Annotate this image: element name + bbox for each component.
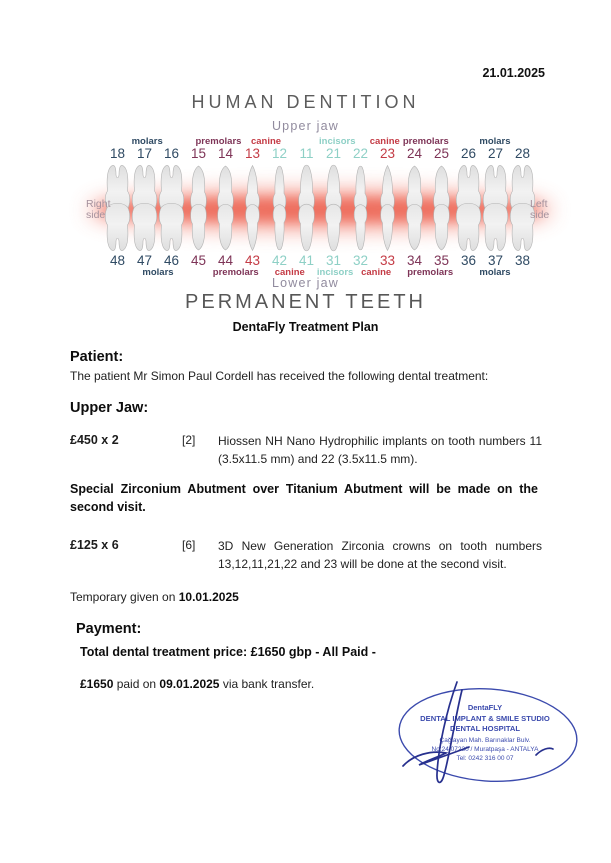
temporary-date: 10.01.2025 <box>178 590 239 604</box>
stamp-line: Tel: 0242 316 00 07 <box>456 755 514 762</box>
tooth-number: 26 <box>460 146 477 161</box>
tooth-group-label: canine <box>274 267 305 278</box>
treatment-quantity: [6] <box>182 538 196 552</box>
tooth-group-label: premolars <box>212 267 259 278</box>
treatment-description: Hiossen NH Nano Hydrophilic implants on tooth numbers 11 (3.5x11.5 mm) and 22 (3.5x11.5 mm). <box>218 434 542 466</box>
tooth-number: 44 <box>217 253 234 268</box>
teeth-svg <box>104 163 536 253</box>
paid-mid: paid on <box>113 677 160 691</box>
stamp-line: DentaFLY <box>467 703 503 712</box>
dentition-title: HUMAN DENTITION <box>191 92 420 112</box>
tooth-group-labels-upper <box>104 136 536 146</box>
lower-jaw-label: Lower jaw <box>271 276 340 290</box>
dentition-diagram <box>104 136 536 278</box>
teeth-illustration <box>104 163 536 253</box>
tooth-number: 33 <box>379 253 396 268</box>
temporary-prefix: Temporary given on <box>70 590 179 604</box>
paid-date: 09.01.2025 <box>159 677 220 691</box>
tooth-group-label: incisors <box>316 267 354 278</box>
tooth-number: 21 <box>325 146 342 161</box>
tooth-numbers-upper <box>104 146 536 161</box>
tooth-group-label: incisors <box>319 136 356 147</box>
clinic-stamp <box>393 676 583 811</box>
tooth-group-label: canine <box>361 267 392 278</box>
left-side-label: Left side <box>530 198 550 221</box>
treatment-quantity: [2] <box>182 433 196 447</box>
tooth-shape <box>299 204 315 251</box>
permanent-teeth-title: PERMANENT TEETH <box>185 291 426 313</box>
tooth-number: 47 <box>136 253 153 268</box>
tooth-shape <box>407 204 423 250</box>
tooth-number: 25 <box>433 146 450 161</box>
tooth-shape <box>483 203 508 250</box>
stamp-line: DENTAL IMPLANT & SMILE STUDIO <box>420 714 550 723</box>
tooth-number: 15 <box>190 146 207 161</box>
tooth-number: 46 <box>163 253 180 268</box>
document-date: 21.01.2025 <box>482 66 545 80</box>
paid-suffix: via bank transfer. <box>219 677 315 691</box>
tooth-number: 27 <box>487 146 504 161</box>
payment-heading: Payment: <box>76 621 142 637</box>
tooth-number: 23 <box>379 146 396 161</box>
payment-paid-line <box>80 677 314 691</box>
treatment-price: £450 x 2 <box>70 433 119 447</box>
tooth-number: 34 <box>406 253 423 268</box>
tooth-number: 28 <box>514 146 531 161</box>
tooth-numbers-lower <box>104 253 536 268</box>
tooth-shape <box>191 204 207 250</box>
tooth-number: 31 <box>325 253 342 268</box>
tooth-group-label: molars <box>479 267 511 278</box>
upper-jaw-heading: Upper Jaw: <box>70 400 149 416</box>
stamp-line: DENTAL HOSPITAL <box>449 724 521 733</box>
treatment-plan-title: DentaFly Treatment Plan <box>232 320 379 334</box>
tooth-number: 18 <box>109 146 126 161</box>
tooth-group-label: canine <box>369 136 400 147</box>
upper-jaw-label: Upper jaw <box>271 119 340 133</box>
tooth-number: 38 <box>514 253 531 268</box>
tooth-number: 37 <box>487 253 504 268</box>
treatment-description: 3D New Generation Zirconia crowns on tooth numbers 13,12,11,21,22 and 23 will be done at the second visit. <box>218 539 542 571</box>
patient-text: The patient Mr Simon Paul Cordell has received the following dental treatment: <box>70 369 489 383</box>
temporary-line <box>70 590 239 604</box>
stamp-line: Çağlayan Mah. Barınaklar Bulv. <box>439 737 531 744</box>
paid-amount: £1650 <box>80 677 114 691</box>
signature-stroke <box>536 748 553 755</box>
payment-total: Total dental treatment price: £1650 gbp - All Paid - <box>80 645 376 659</box>
tooth-group-label: premolars <box>195 136 242 147</box>
tooth-shape <box>354 205 367 250</box>
tooth-number: 24 <box>406 146 423 161</box>
tooth-number: 35 <box>433 253 450 268</box>
tooth-shape <box>381 204 395 250</box>
tooth-number: 11 <box>299 146 314 161</box>
tooth-shape <box>132 203 157 250</box>
tooth-shape <box>159 203 184 250</box>
tooth-shape <box>456 203 481 250</box>
tooth-number: 43 <box>244 253 261 268</box>
stamp-oval <box>396 683 580 787</box>
tooth-group-label: premolars <box>402 136 449 147</box>
tooth-number: 48 <box>109 253 126 268</box>
tooth-group-label: molars <box>131 136 163 147</box>
tooth-shape <box>434 204 450 250</box>
tooth-number: 22 <box>352 146 369 161</box>
tooth-shape <box>326 204 342 251</box>
right-side-label: Right side <box>86 198 111 221</box>
tooth-number: 41 <box>298 253 315 268</box>
tooth-number: 42 <box>271 253 288 268</box>
tooth-number: 17 <box>136 146 153 161</box>
stamp-line: No:24 07230 / Muratpaşa - ANTALYA <box>431 746 539 753</box>
patient-heading: Patient: <box>70 349 124 365</box>
tooth-group-label: molars <box>479 136 511 147</box>
tooth-group-label: premolars <box>407 267 454 278</box>
treatment-price: £125 x 6 <box>70 538 119 552</box>
tooth-shape <box>246 204 260 250</box>
tooth-group-label: canine <box>250 136 282 147</box>
tooth-number: 13 <box>244 146 261 161</box>
tooth-group-label: molars <box>142 267 174 278</box>
tooth-number: 45 <box>190 253 207 268</box>
zirconium-note: Special Zirconium Abutment over Titanium Abutment will be made on the second visit. <box>70 482 538 514</box>
tooth-shape <box>218 204 234 250</box>
tooth-number: 36 <box>460 253 477 268</box>
tooth-number: 16 <box>163 146 180 161</box>
tooth-shape <box>273 205 286 250</box>
tooth-number: 32 <box>352 253 369 268</box>
tooth-number: 14 <box>217 146 234 161</box>
tooth-number: 12 <box>271 146 288 161</box>
